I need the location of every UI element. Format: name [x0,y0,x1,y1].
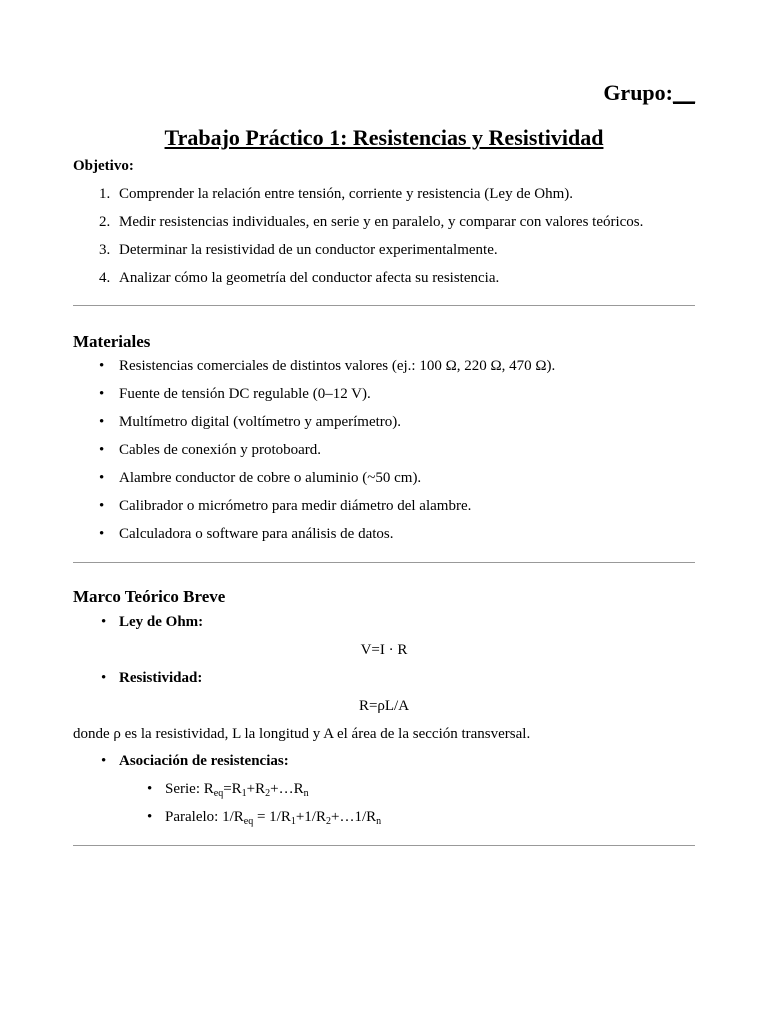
subscript: 1 [241,788,247,799]
bullet: • [99,358,105,374]
materiales-heading: Materiales [73,332,151,351]
serie-prefix: Serie: R [165,781,214,797]
objetivo-label: Objetivo: [73,158,134,174]
resistividad-formula: R=ρL/A [358,698,410,714]
formula-part: = 1/R [253,809,291,825]
bullet: • [99,470,105,486]
list-number: 2. [99,214,111,230]
bullet: • [99,498,105,514]
list-item-text: Fuente de tensión DC regulable (0–12 V). [119,386,371,402]
list-item [73,498,695,526]
list-item-text: Medir resistencias individuales, en serie y en paralelo, y comparar con valores teóricos. [119,214,644,230]
ley-ohm-label: Ley de Ohm: [119,614,204,630]
list-item-text: Determinar la resistividad de un conductor experimentalmente. [119,242,498,258]
list-item-text: Analizar cómo la geometría del conductor afecta su resistencia. [119,270,500,286]
bullet: • [99,414,105,430]
list-item [73,414,695,442]
list-number: 1. [99,186,111,202]
subscript: n [303,788,309,799]
list-item-text: Calibrador o micrómetro para medir diámetro del alambre. [119,498,472,514]
ley-ohm-item [101,614,204,631]
list-item-text: Multímetro digital (voltímetro y amperímetro). [119,414,402,430]
formula-part: +1/R [295,809,326,825]
grupo-label: Grupo: [603,80,673,105]
section-divider [73,305,695,306]
bullet: • [101,614,107,630]
list-item-text: Resistencias comerciales de distintos valores (ej.: 100 Ω, 220 Ω, 470 Ω). [119,358,556,374]
list-item-text: Comprender la relación entre tensión, corriente y resistencia (Ley de Ohm). [119,186,573,202]
bullet: • [99,526,105,542]
ley-ohm-formula: V=I · R [360,642,408,658]
objetivo-list [73,186,695,298]
list-item [73,442,695,470]
bullet: • [101,670,107,686]
paralelo-formula [147,809,382,827]
list-item [73,214,695,242]
list-item [73,386,695,414]
list-item-text: Calculadora o software para análisis de datos. [119,526,394,542]
donde-text: donde ρ es la resistividad, L la longitud y A el área de la sección transversal. [73,726,531,742]
grupo-blank: __ [673,80,695,105]
resistividad-item [101,670,203,687]
subscript: eq [213,788,224,799]
subscript: 2 [265,788,271,799]
subscript: 2 [325,816,331,827]
list-item [73,270,695,298]
page-title: Trabajo Práctico 1: Resistencias y Resistividad [164,125,604,150]
grupo-field [603,80,695,106]
subscript: n [376,816,382,827]
formula-part: +R [246,781,266,797]
materiales-list [73,358,695,554]
section-divider [73,845,695,846]
subscript: eq [243,816,254,827]
list-item [73,526,695,554]
marco-heading: Marco Teórico Breve [73,587,226,606]
list-item-text: Alambre conductor de cobre o aluminio (~50 cm). [119,470,422,486]
paralelo-prefix: Paralelo: 1/R [165,809,244,825]
bullet: • [147,809,153,825]
formula-part: +…1/R [330,809,377,825]
asociacion-label: Asociación de resistencias: [119,753,289,769]
subscript: 1 [290,816,296,827]
asociacion-item [101,753,289,770]
bullet: • [147,781,153,797]
section-divider [73,562,695,563]
formula-part: +…R [270,781,304,797]
resistividad-label: Resistividad: [119,670,203,686]
bullet: • [101,753,107,769]
formula-part: =R [223,781,242,797]
list-number: 4. [99,270,111,286]
list-number: 3. [99,242,111,258]
list-item [73,358,695,386]
list-item [73,470,695,498]
list-item [73,242,695,270]
serie-formula [147,781,309,799]
list-item-text: Cables de conexión y protoboard. [119,442,322,458]
bullet: • [99,386,105,402]
bullet: • [99,442,105,458]
list-item [73,186,695,214]
